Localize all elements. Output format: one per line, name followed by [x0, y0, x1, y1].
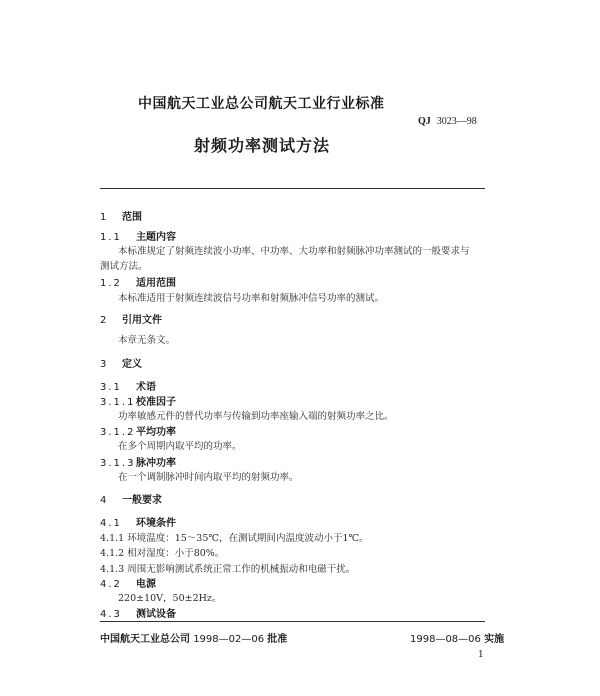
- section-number: 2: [100, 315, 109, 326]
- paragraph: 本标准适用于射频连续波信号功率和射频脉冲信号功率的测试。: [118, 293, 385, 304]
- section-title: 一般要求: [122, 495, 162, 506]
- paragraph: 在多个周期内取平均的功率。: [118, 441, 242, 452]
- section-title: 校准因子: [136, 397, 176, 408]
- standard-code: [418, 116, 477, 127]
- section-heading: [100, 514, 176, 529]
- section-title: 引用文件: [122, 315, 162, 326]
- section-number: 3.1.2: [100, 427, 136, 438]
- section-heading: [100, 575, 156, 590]
- section-heading: [100, 393, 176, 408]
- implementation-date: 1998—08—06: [410, 634, 481, 645]
- organization-header: 中国航天工业总公司航天工业行业标准: [138, 96, 385, 112]
- paragraph: 4.1.3 周围无影响测试系统正常工作的机械振动和电磁干扰。: [100, 564, 356, 575]
- section-title: 适用范围: [136, 278, 176, 289]
- paragraph: 本标准规定了射频连续波小功率、中功率、大功率和射频脉冲功率测试的一般要求与: [118, 246, 470, 257]
- paragraph: 本章无条文。: [118, 335, 176, 346]
- section-heading: [100, 274, 176, 289]
- section-title: 电源: [136, 579, 156, 590]
- top-rule: [100, 188, 485, 189]
- paragraph: 4.1.1 环境温度：15～35℃，在测试期间内温度波动小于1℃。: [100, 533, 369, 544]
- paragraph: 功率敏感元件的替代功率与传输到功率座输入端的射频功率之比。: [118, 411, 394, 422]
- section-number: 1.1: [100, 232, 122, 243]
- section-heading: [100, 355, 142, 370]
- standard-prefix: QJ: [418, 116, 431, 127]
- paragraph: 测试方法。: [100, 261, 148, 272]
- approval-date: 1998—02—06: [193, 634, 265, 645]
- section-title: 脉冲功率: [136, 458, 176, 469]
- standard-number: 3023—98: [436, 116, 477, 127]
- section-number: 4.2: [100, 579, 122, 590]
- paragraph: 4.1.2 相对湿度：小于80%。: [100, 548, 225, 559]
- approval-label: 批准: [267, 634, 288, 645]
- bottom-rule: [100, 621, 485, 622]
- section-number: 1: [100, 212, 109, 223]
- section-title: 平均功率: [136, 427, 176, 438]
- section-title: 测试设备: [136, 609, 176, 620]
- section-number: 1.2: [100, 278, 122, 289]
- section-heading: [100, 605, 176, 620]
- section-number: 4.3: [100, 609, 122, 620]
- section-number: 4: [100, 495, 109, 506]
- paragraph: 在一个调制脉冲时间内取平均的射频功率。: [118, 472, 299, 483]
- section-number: 3: [100, 359, 109, 370]
- section-heading: [100, 491, 162, 506]
- implementation-label: 实施: [484, 634, 505, 645]
- section-number: 3.1.3: [100, 458, 136, 469]
- section-heading: [100, 208, 142, 223]
- section-heading: [100, 228, 176, 243]
- section-heading: [100, 454, 176, 469]
- section-number: 4.1: [100, 518, 122, 529]
- document-title: 射频功率测试方法: [194, 136, 331, 155]
- implementation-line: [410, 630, 504, 645]
- section-title: 术语: [136, 382, 156, 393]
- section-number: 3.1: [100, 382, 122, 393]
- section-number: 3.1.1: [100, 397, 136, 408]
- section-title: 范围: [122, 212, 142, 223]
- footer-organization: 中国航天工业总公司: [100, 634, 190, 645]
- section-heading: [100, 378, 156, 393]
- section-heading: [100, 311, 162, 326]
- page-number: 1: [478, 650, 484, 660]
- section-title: 定义: [122, 359, 142, 370]
- section-title: 环境条件: [136, 518, 176, 529]
- section-title: 主题内容: [136, 232, 176, 243]
- approval-line: [100, 630, 287, 645]
- section-heading: [100, 423, 176, 438]
- paragraph: 220±10V，50±2Hz。: [118, 593, 222, 604]
